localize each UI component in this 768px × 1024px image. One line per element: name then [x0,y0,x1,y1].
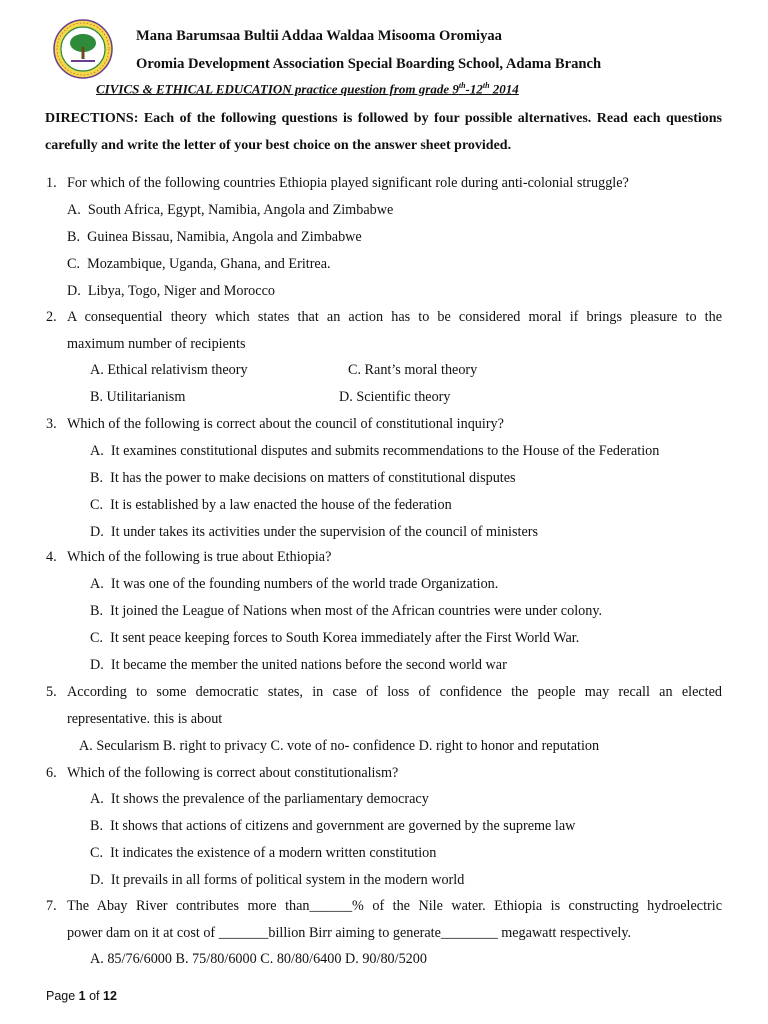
q5-text-line2: representative. this is about [67,711,223,727]
q4-number: 4. [46,549,57,565]
q2-option-d: D. Scientific theory [339,389,451,405]
header-oromo-title: Mana Barumsaa Bultii Addaa Waldaa Misooma Oromiyaa [136,28,502,44]
q7-number: 7. [46,898,57,914]
q1-option-b: B. Guinea Bissau, Namibia, Angola and Zimbabwe [67,229,362,245]
q6-number: 6. [46,765,57,781]
q6-option-c: C. It indicates the existence of a modern written constitution [90,845,437,861]
q5-text-line1: According to some democratic states, in case of loss of confidence the people may recall an elected [67,684,722,700]
q1-option-d: D. Libya, Togo, Niger and Morocco [67,283,275,299]
q1-text: For which of the following countries Ethiopia played significant role during anti-colonial struggle? [67,175,629,191]
q6-text: Which of the following is correct about constitutionalism? [67,765,399,781]
q1-option-c: C. Mozambique, Uganda, Ghana, and Eritrea. [67,256,331,272]
q6-option-b: B. It shows that actions of citizens and government are governed by the supreme law [90,818,576,834]
q3-option-c: C. It is established by a law enacted the house of the federation [90,497,452,513]
q7-options: A. 85/76/6000 B. 75/80/6000 C. 80/80/6400 D. 90/80/5200 [90,951,427,967]
q1-number: 1. [46,175,57,191]
directions-label: DIRECTIONS [45,111,134,126]
q5-number: 5. [46,684,57,700]
q3-option-a: A. It examines constitutional disputes and submits recommendations to the House of the Federation [90,443,660,459]
q6-option-d: D. It prevails in all forms of political system in the modern world [90,872,465,888]
q3-option-b: B. It has the power to make decisions on matters of constitutional disputes [90,470,516,486]
page-number-footer: Page 1 of 12 [46,989,117,1003]
q2-option-b: B. Utilitarianism [90,389,186,405]
q4-option-c: C. It sent peace keeping forces to South Korea immediately after the First World War. [90,630,580,646]
q3-option-d: D. It under takes its activities under the supervision of the council of ministers [90,524,538,540]
q7-text-line1: The Abay River contributes more than______% of the Nile water. Ethiopia is constructing hydroelectric [67,898,722,914]
school-logo [53,19,113,79]
q2-option-a: A. Ethical relativism theory [90,362,248,378]
q7-text-line2: power dam on it at cost of _______billion Birr aiming to generate________ megawatt respectively. [67,925,632,941]
q3-number: 3. [46,416,57,432]
header-english-title: Oromia Development Association Special Boarding School, Adama Branch [136,56,602,72]
q4-option-b: B. It joined the League of Nations when most of the African countries were under colony. [90,603,603,619]
q2-text-line1: A consequential theory which states that an action has to be considered moral if brings pleasure to the [67,309,722,325]
directions-text: : Each of the following questions is followed by four possible alternatives. Read each questions carefully and write the letter of your best choice on the answer sheet provided. [45,111,722,153]
header-subject-line: CIVICS & ETHICAL EDUCATION practice question from grade 9th-12th 2014 [96,81,519,97]
q1-option-a: A. South Africa, Egypt, Namibia, Angola and Zimbabwe [67,202,394,218]
q2-text-line2: maximum number of recipients [67,336,246,352]
q4-option-d: D. It became the member the united nations before the second world war [90,657,507,673]
q6-option-a: A. It shows the prevalence of the parliamentary democracy [90,791,429,807]
q2-option-c: C. Rant’s moral theory [348,362,478,378]
q2-number: 2. [46,309,57,325]
q5-options: A. Secularism B. right to privacy C. vote of no- confidence D. right to honor and reputation [79,738,600,754]
q4-option-a: A. It was one of the founding numbers of the world trade Organization. [90,576,499,592]
q3-text: Which of the following is correct about the council of constitutional inquiry? [67,416,504,432]
q4-text: Which of the following is true about Ethiopia? [67,549,332,565]
directions [45,105,722,159]
